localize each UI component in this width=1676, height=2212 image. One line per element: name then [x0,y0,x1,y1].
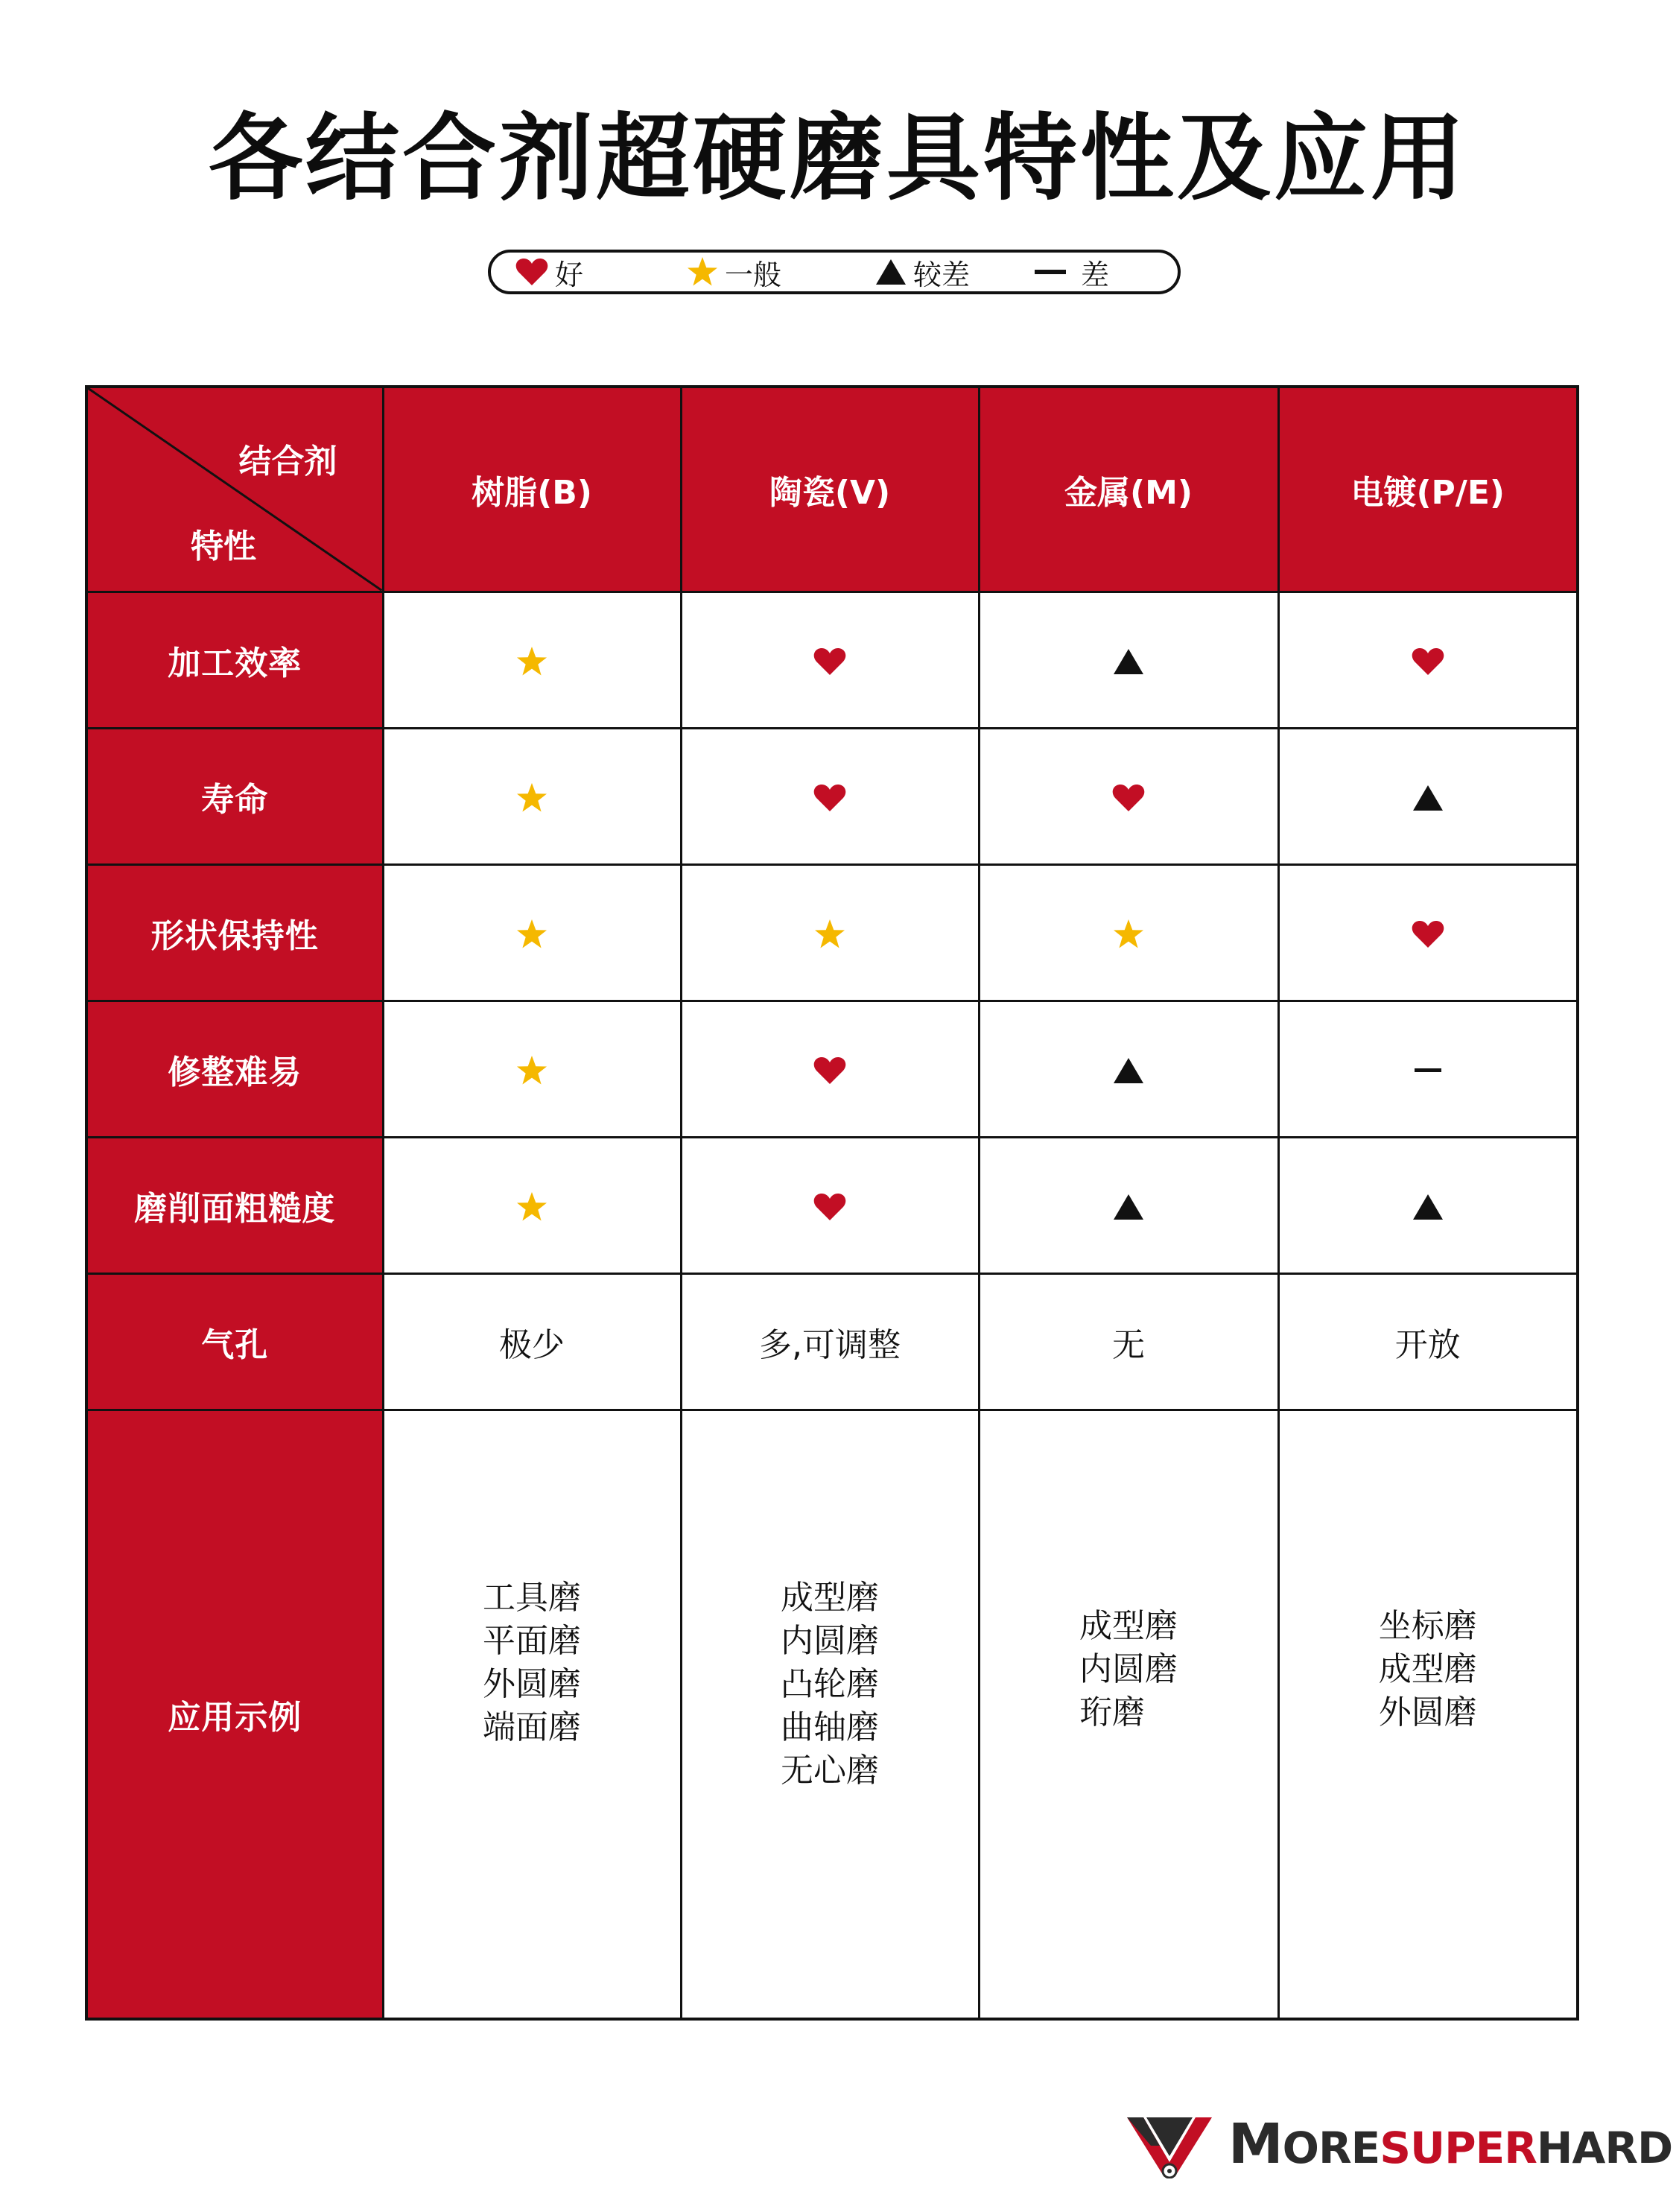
applications-cell [681,1410,979,2019]
legend [488,250,1181,294]
column-header: 树脂(B) [383,387,681,592]
application-item: 成型磨 [1079,1607,1178,1646]
triangle-icon [874,258,907,286]
rating-cell [1278,592,1578,728]
application-item: 工具磨 [483,1578,581,1617]
star-icon [515,1055,548,1086]
applications-cell [383,1410,681,2019]
rating-cell [383,1137,681,1273]
application-item: 无心磨 [781,1751,879,1790]
star-icon [515,646,548,677]
row-header: 形状保持性 [86,864,383,1001]
column-header: 电镀(P/E) [1278,387,1578,592]
rating-cell [1278,1137,1578,1273]
star-icon [686,256,719,288]
application-item: 珩磨 [1079,1693,1145,1732]
rating-cell [383,864,681,1001]
porosity-cell: 开放 [1278,1273,1578,1410]
porosity-cell: 多,可调整 [681,1273,979,1410]
rating-cell [681,1001,979,1137]
application-item: 平面磨 [483,1621,581,1660]
rating-cell [681,728,979,864]
star-icon [813,919,846,950]
table-row [86,1137,1578,1273]
rating-cell [1278,1001,1578,1137]
row-header: 应用示例 [86,1410,383,2019]
heart-icon [1411,919,1445,949]
table-corner-cell [86,387,383,592]
triangle-icon [1112,1056,1145,1085]
rating-cell [979,864,1278,1001]
triangle-icon [1412,784,1444,812]
page-title: 各结合剂超硬磨具特性及应用 [209,104,1467,213]
legend-item-poor [874,253,970,291]
triangle-icon [1112,647,1145,676]
rating-cell [979,592,1278,728]
rating-cell [383,592,681,728]
star-icon [515,782,548,814]
rating-cell [1278,864,1578,1001]
rating-cell [681,864,979,1001]
heart-icon [515,257,549,287]
dash-icon [1413,1067,1443,1074]
heart-icon [813,783,847,813]
table-row [86,728,1578,864]
rating-cell [383,728,681,864]
table-row [86,864,1578,1001]
corner-label-property: 特性 [191,527,256,565]
application-item: 内圆磨 [781,1621,879,1660]
applications-cell [979,1410,1278,2019]
triangle-icon [1112,1193,1145,1221]
corner-label-binder: 结合剂 [238,443,337,481]
legend-label: 较差 [913,258,971,291]
porosity-cell: 无 [979,1273,1278,1410]
star-icon [515,1191,548,1223]
legend-item-average [686,253,781,291]
application-item: 坐标磨 [1378,1607,1477,1646]
rating-cell [1278,728,1578,864]
application-item: 外圆磨 [483,1664,581,1703]
legend-item-good [515,253,583,291]
table-header-row [86,387,1578,592]
legend-label: 好 [555,258,584,291]
application-item: 端面磨 [483,1708,581,1746]
table-row-applications [86,1410,1578,2019]
table-row-porosity [86,1273,1578,1410]
table-row [86,592,1578,728]
heart-icon [813,647,847,676]
column-header: 陶瓷(V) [681,387,979,592]
application-item: 内圆磨 [1079,1650,1178,1689]
application-item: 曲轴磨 [781,1708,879,1746]
heart-icon [813,1192,847,1222]
brand-logo [1121,2107,1672,2181]
application-item: 成型磨 [1378,1650,1477,1689]
brand-wordmark: MORESUPERHARD [1228,2112,1673,2176]
star-icon [1112,919,1145,950]
heart-icon [813,1056,847,1086]
row-header: 修整难易 [86,1001,383,1137]
application-item: 外圆磨 [1378,1693,1477,1732]
legend-label: 一般 [725,258,782,291]
diamond-logo-icon [1121,2110,1218,2178]
row-header: 气孔 [86,1273,383,1410]
row-header: 加工效率 [86,592,383,728]
star-icon [515,919,548,950]
porosity-cell: 极少 [383,1273,681,1410]
heart-icon [1111,783,1146,813]
legend-item-bad [1033,253,1109,291]
properties-table [85,385,1579,2021]
dash-icon [1033,267,1067,276]
rating-cell [979,1137,1278,1273]
applications-cell [1278,1410,1578,2019]
legend-label: 差 [1081,258,1110,291]
triangle-icon [1412,1193,1444,1221]
application-item: 成型磨 [781,1578,879,1617]
row-header: 磨削面粗糙度 [86,1137,383,1273]
rating-cell [383,1001,681,1137]
rating-cell [681,592,979,728]
row-header: 寿命 [86,728,383,864]
rating-cell [681,1137,979,1273]
rating-cell [979,728,1278,864]
rating-cell [979,1001,1278,1137]
column-header: 金属(M) [979,387,1278,592]
heart-icon [1411,647,1445,676]
application-item: 凸轮磨 [781,1664,879,1703]
table-row [86,1001,1578,1137]
